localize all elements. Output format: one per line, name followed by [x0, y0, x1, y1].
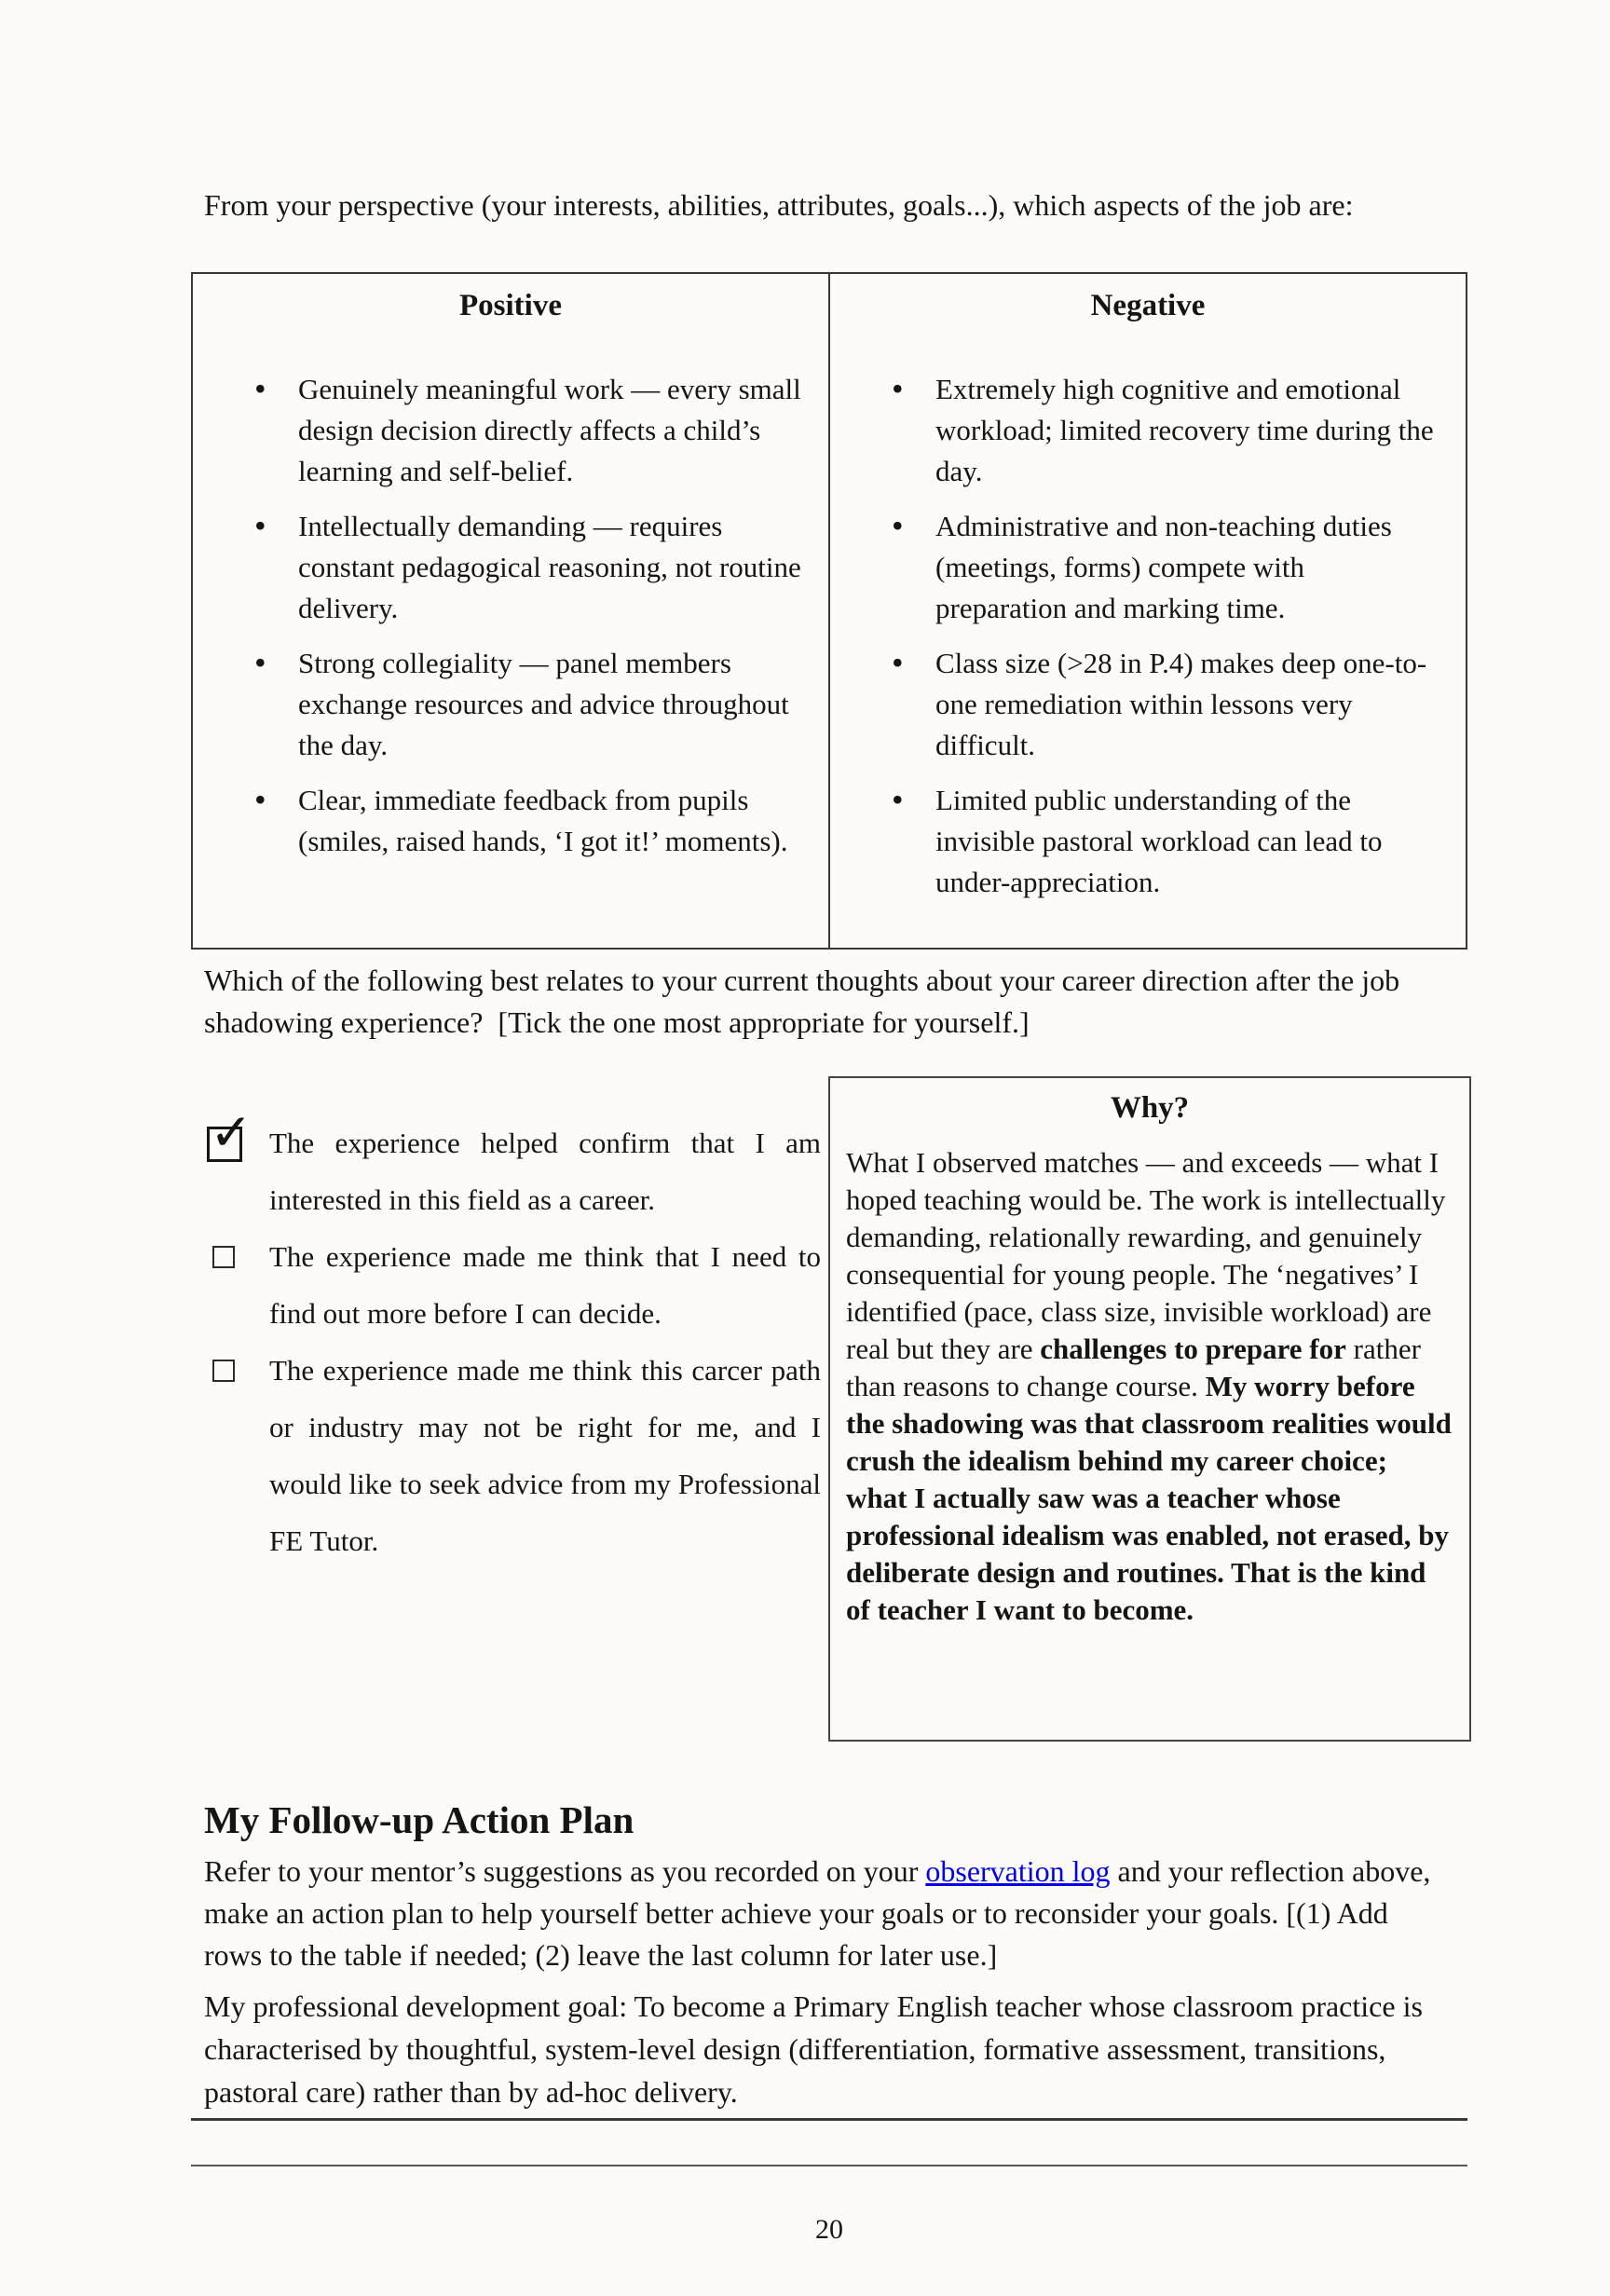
- negative-bullet-text: Class size (>28 in P.4) makes deep one-to-one remediation within lessons very difficult.: [935, 647, 1427, 761]
- option-not-right-for-me: [204, 1342, 821, 1569]
- goal-answer: To become a Primary English teacher whose classroom practice is characterised by thoughtful, system-level design (differentiation, formative assessment, transitions, pastoral care) rather than by ad-hoc delivery.: [204, 1989, 1423, 2109]
- negative-cell: [829, 273, 1467, 949]
- checkbox-column: [204, 1102, 269, 1228]
- option-need-find-out-more: [204, 1228, 821, 1342]
- negative-bullet-text: Administrative and non-teaching duties (meetings, forms) compete with preparation and marking time.: [935, 510, 1392, 624]
- bullet-icon: •: [254, 644, 266, 681]
- positive-bullet-item: [193, 506, 828, 629]
- checkbox-column: [204, 1228, 269, 1342]
- positive-bullet-list: [193, 369, 828, 862]
- checkbox-checked-icon[interactable]: [207, 1102, 253, 1162]
- why-answer-text: What I observed matches — and exceeds — what I hoped teaching would be. The work is intellectually demanding, relationally rewarding, and genuinely consequential for young people. The ‘negatives’ I identified (pace, class size, invisible workload) are real but they are challenges to prepare for rather than reasons to change course. My worry before the shadowing was that classroom realities would crush the idealism behind my career choice; what I actually saw was a teacher whose professional idealism was enabled, not erased, by deliberate design and routines. That is the kind of teacher I want to become.: [846, 1146, 1452, 1626]
- checkbox-unchecked-icon[interactable]: [212, 1360, 235, 1382]
- bullet-icon: •: [254, 507, 266, 544]
- bullet-icon: •: [254, 781, 266, 818]
- option-text: The experience helped confirm that I am interested in this field as a career.: [269, 1127, 821, 1216]
- negative-bullet-text: Limited public understanding of the invisible pastoral workload can lead to under-appreciation.: [935, 784, 1383, 898]
- check-tick-icon: ✓: [210, 1102, 253, 1162]
- positive-bullet-text: Clear, immediate feedback from pupils (smiles, raised hands, ‘I got it!’ moments).: [298, 784, 788, 857]
- page-content: [191, 0, 1467, 2296]
- negative-bullet-text: Extremely high cognitive and emotional workload; limited recovery time during the day.: [935, 373, 1434, 487]
- follow-up-action-plan-heading: My Follow-up Action Plan: [204, 1798, 634, 1841]
- negative-header: Negative: [1090, 289, 1206, 322]
- bullet-icon: •: [254, 370, 266, 407]
- negative-bullet-item: [830, 780, 1466, 903]
- observation-log-link[interactable]: observation log: [925, 1854, 1111, 1888]
- instructions-after-link: and your reflection above, make an action plan to help yourself better achieve your goals or to reconsider your goals. [(1) Add rows to the table if needed; (2) leave the last column for later use.]: [204, 1854, 1431, 1972]
- positive-cell: [192, 273, 829, 949]
- positive-header: Positive: [459, 289, 562, 322]
- positive-bullet-item: [193, 643, 828, 766]
- negative-bullet-item: [830, 643, 1466, 766]
- bullet-icon: •: [892, 781, 904, 818]
- option-text: The experience made me think this carcer path or industry may not be right for me, and I would like to seek advice from my Professional FE Tutor.: [269, 1354, 821, 1557]
- development-goal-row: [191, 1985, 1467, 2121]
- option-text: The experience made me think that I need to find out more before I can decide.: [269, 1240, 821, 1330]
- negative-bullet-item: [830, 506, 1466, 629]
- goal-label: My professional development goal:: [204, 1989, 628, 2023]
- intro-question: From your perspective (your interests, abilities, attributes, goals...), which aspects of the job are:: [204, 188, 1354, 222]
- negative-bullet-list: [830, 369, 1466, 903]
- option-confirmed-interest: [204, 1102, 821, 1228]
- positive-bullet-item: [193, 780, 828, 862]
- career-options-list: [204, 1102, 821, 1569]
- bullet-icon: •: [892, 507, 904, 544]
- instructions-before-link: Refer to your mentor’s suggestions as you recorded on your: [204, 1854, 926, 1888]
- why-box: [828, 1076, 1471, 1742]
- aspects-table: [191, 272, 1467, 950]
- positive-bullet-text: Genuinely meaningful work — every small design decision directly affects a child’s learning and self-belief.: [298, 373, 801, 487]
- positive-bullet-text: Strong collegiality — panel members exchange resources and advice throughout the day.: [298, 647, 789, 761]
- career-direction-question: Which of the following best relates to your current thoughts about your career direction after the job shadowing experience? [Tick the one most appropriate for yourself.]: [204, 964, 1400, 1039]
- empty-table-row-rule: [191, 2165, 1467, 2166]
- page-number: 20: [815, 2214, 843, 2245]
- positive-bullet-text: Intellectually demanding — requires constant pedagogical reasoning, not routine delivery.: [298, 510, 801, 624]
- positive-bullet-item: [193, 369, 828, 492]
- checkbox-column: [204, 1342, 269, 1569]
- action-plan-instructions: [204, 1851, 1453, 1976]
- why-header: Why?: [1110, 1091, 1190, 1125]
- negative-bullet-item: [830, 369, 1466, 492]
- development-goal-text: [191, 1985, 1467, 2113]
- bullet-icon: •: [892, 370, 904, 407]
- bullet-icon: •: [892, 644, 904, 681]
- checkbox-unchecked-icon[interactable]: [212, 1246, 235, 1268]
